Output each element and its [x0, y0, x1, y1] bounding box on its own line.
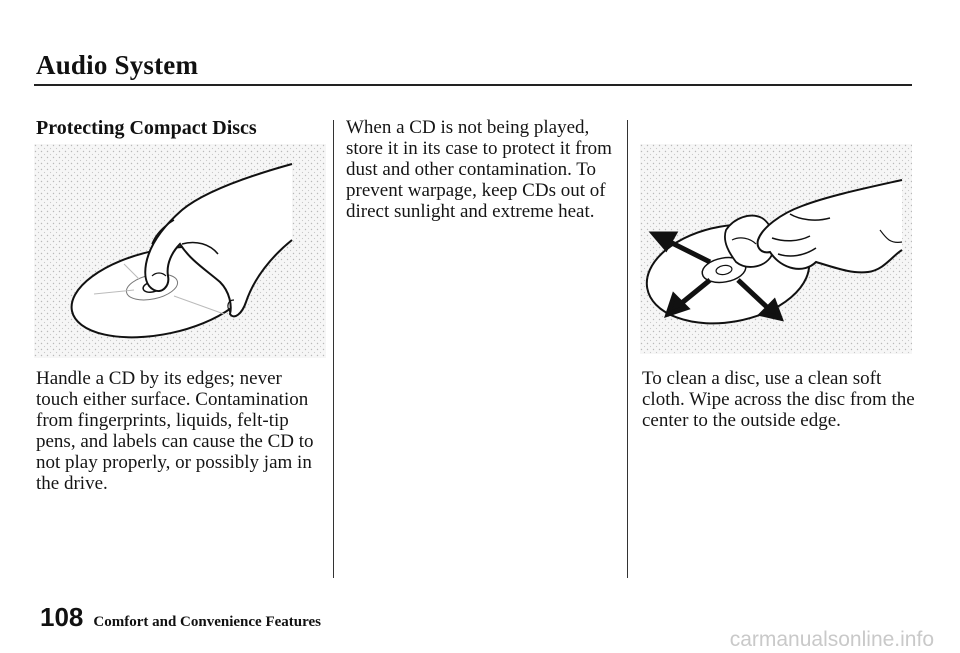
header-rule: [34, 84, 912, 86]
page-footer: [40, 602, 321, 633]
cd-cleaning-illustration: [640, 144, 912, 354]
column-divider-2: [627, 120, 628, 578]
watermark: carmanualsonline.info: [729, 628, 934, 651]
column-divider-1: [333, 120, 334, 578]
section-title: Audio System: [36, 50, 199, 80]
chapter-label: Comfort and Convenience Features: [93, 614, 321, 630]
cd-storage-text: When a CD is not being played, store it in its case to protect it from dust and other contamination. To prevent warpage, keep CDs out of direct sunlight and extreme heat.: [346, 117, 612, 222]
page-number: 108: [40, 602, 84, 632]
cd-cleaning-text: To clean a disc, use a clean soft cloth. Wipe across the disc from the center to the outside edge.: [642, 368, 915, 431]
subheading: Protecting Compact Discs: [36, 117, 257, 139]
cd-handling-text: Handle a CD by its edges; never touch either surface. Contamination from fingerprints, liquids, felt-tip pens, and labels can cause the CD to not play properly, or possibly jam in the drive.: [36, 368, 314, 494]
cd-handling-illustration: [34, 144, 326, 358]
